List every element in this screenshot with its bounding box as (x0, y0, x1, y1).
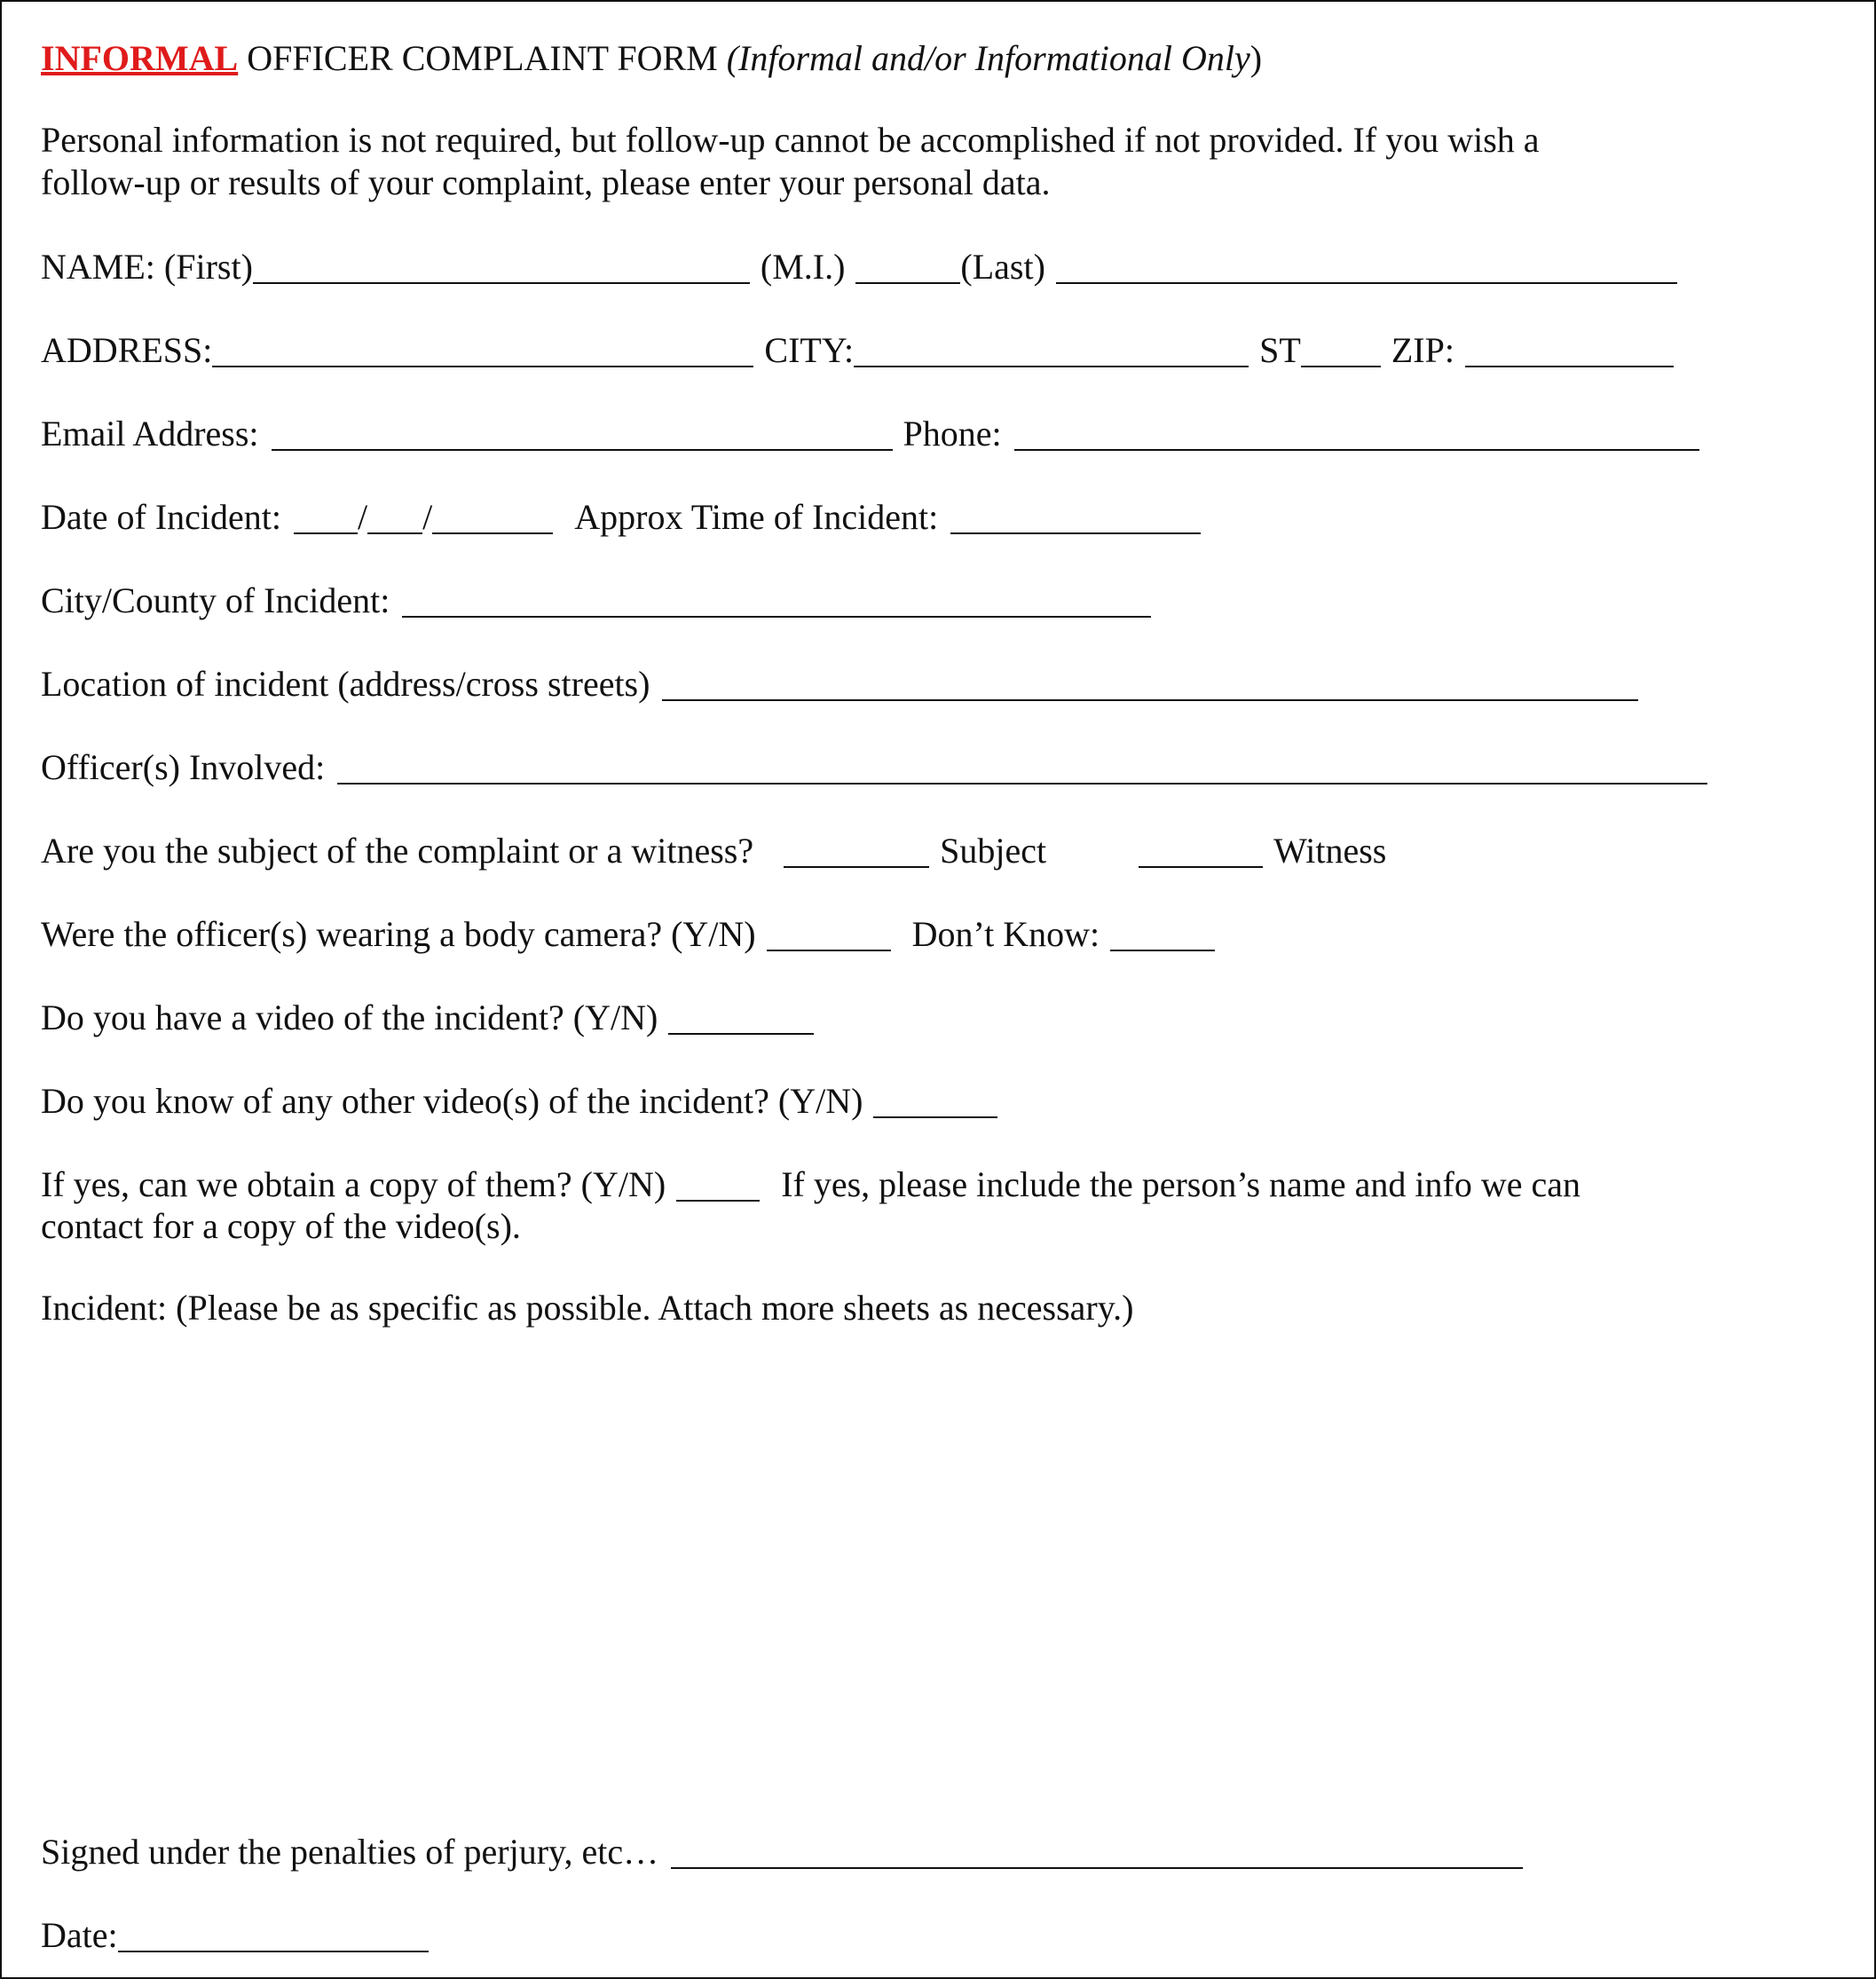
other-video-field[interactable] (873, 1084, 997, 1118)
zip-field[interactable] (1465, 334, 1674, 367)
signature-field[interactable] (671, 1835, 1523, 1869)
name-row (41, 245, 1677, 288)
email-field[interactable] (272, 417, 893, 451)
incident-time-field[interactable] (950, 501, 1201, 534)
incident-day-field[interactable] (367, 501, 422, 534)
copy-note-line-2: contact for a copy of the video(s). (41, 1206, 521, 1246)
subject-witness-question: Are you the subject of the complaint or a witness? (41, 831, 754, 871)
subject-label: Subject (940, 831, 1047, 871)
approx-time-label: Approx Time of Incident: (574, 497, 939, 537)
incident-description-area[interactable] (41, 1342, 1833, 1812)
email-phone-row (41, 412, 1699, 455)
city-county-field[interactable] (402, 584, 1151, 618)
copy-question: If yes, can we obtain a copy of them? (Y/N) (41, 1164, 666, 1204)
signed-label: Signed under the penalties of perjury, etc… (41, 1832, 659, 1872)
copy-row (41, 1163, 1580, 1206)
email-label: Email Address: (41, 414, 259, 453)
phone-label: Phone: (903, 414, 1002, 453)
title-informal: INFORMAL (41, 38, 239, 78)
state-label: ST (1259, 330, 1301, 370)
witness-label: Witness (1273, 831, 1387, 871)
date-of-incident-label: Date of Incident: (41, 497, 281, 537)
date-label: Date: (41, 1915, 118, 1955)
location-field[interactable] (662, 667, 1638, 701)
incident-label: Incident: (Please be as specific as possible. Attach more sheets as necessary.) (41, 1288, 1134, 1328)
copy-note: If yes, please include the person’s name and info we can (781, 1164, 1580, 1204)
other-video-row (41, 1079, 997, 1123)
city-county-label: City/County of Incident: (41, 580, 390, 620)
mi-label: (M.I.) (760, 247, 846, 287)
last-name-field[interactable] (1056, 250, 1677, 284)
phone-field[interactable] (1014, 417, 1699, 451)
video-field[interactable] (668, 1001, 814, 1035)
dont-know-label: Don’t Know: (911, 914, 1100, 954)
first-name-field[interactable] (253, 250, 750, 284)
address-field[interactable] (212, 334, 753, 367)
title-subtitle: (Informal and/or Informational Only (726, 38, 1250, 78)
incident-year-field[interactable] (432, 501, 553, 534)
city-county-row (41, 579, 1151, 622)
copy-field[interactable] (676, 1168, 760, 1202)
officers-label: Officer(s) Involved: (41, 747, 326, 787)
date-row (41, 1913, 429, 1957)
title-close-paren: ) (1249, 38, 1263, 78)
city-field[interactable] (854, 334, 1249, 367)
location-label: Location of incident (address/cross streets) (41, 664, 650, 704)
subject-field[interactable] (784, 834, 929, 868)
dont-know-field[interactable] (1110, 918, 1215, 951)
incident-month-field[interactable] (294, 501, 358, 534)
video-row (41, 996, 814, 1039)
address-label: ADDRESS: (41, 330, 213, 370)
zip-label: ZIP: (1391, 330, 1454, 370)
name-first-label: NAME: (First) (41, 247, 253, 287)
other-video-question: Do you know of any other video(s) of the incident? (Y/N) (41, 1081, 863, 1121)
state-field[interactable] (1301, 334, 1381, 367)
date-field[interactable] (118, 1919, 429, 1952)
witness-field[interactable] (1139, 834, 1263, 868)
intro-line-1: Personal information is not required, but follow-up cannot be accomplished if not provided. If you wish a (41, 120, 1540, 160)
date-slash-1: / (358, 497, 368, 537)
body-camera-question: Were the officer(s) wearing a body camera? (Y/N) (41, 914, 756, 954)
date-slash-2: / (422, 497, 433, 537)
subject-witness-row (41, 829, 1386, 872)
body-camera-row (41, 912, 1215, 956)
last-name-label: (Last) (960, 247, 1045, 287)
city-label: CITY: (764, 330, 855, 370)
video-question: Do you have a video of the incident? (Y/N) (41, 997, 658, 1037)
location-row (41, 662, 1638, 706)
form-title (41, 37, 1262, 80)
officers-row (41, 745, 1707, 789)
signature-row (41, 1830, 1523, 1873)
title-main: OFFICER COMPLAINT FORM (238, 38, 727, 78)
officers-field[interactable] (337, 751, 1707, 785)
date-time-row (41, 495, 1201, 539)
body-camera-field[interactable] (767, 918, 891, 951)
middle-initial-field[interactable] (855, 250, 960, 284)
intro-line-2: follow-up or results of your complaint, please enter your personal data. (41, 162, 1051, 202)
address-row (41, 328, 1674, 372)
